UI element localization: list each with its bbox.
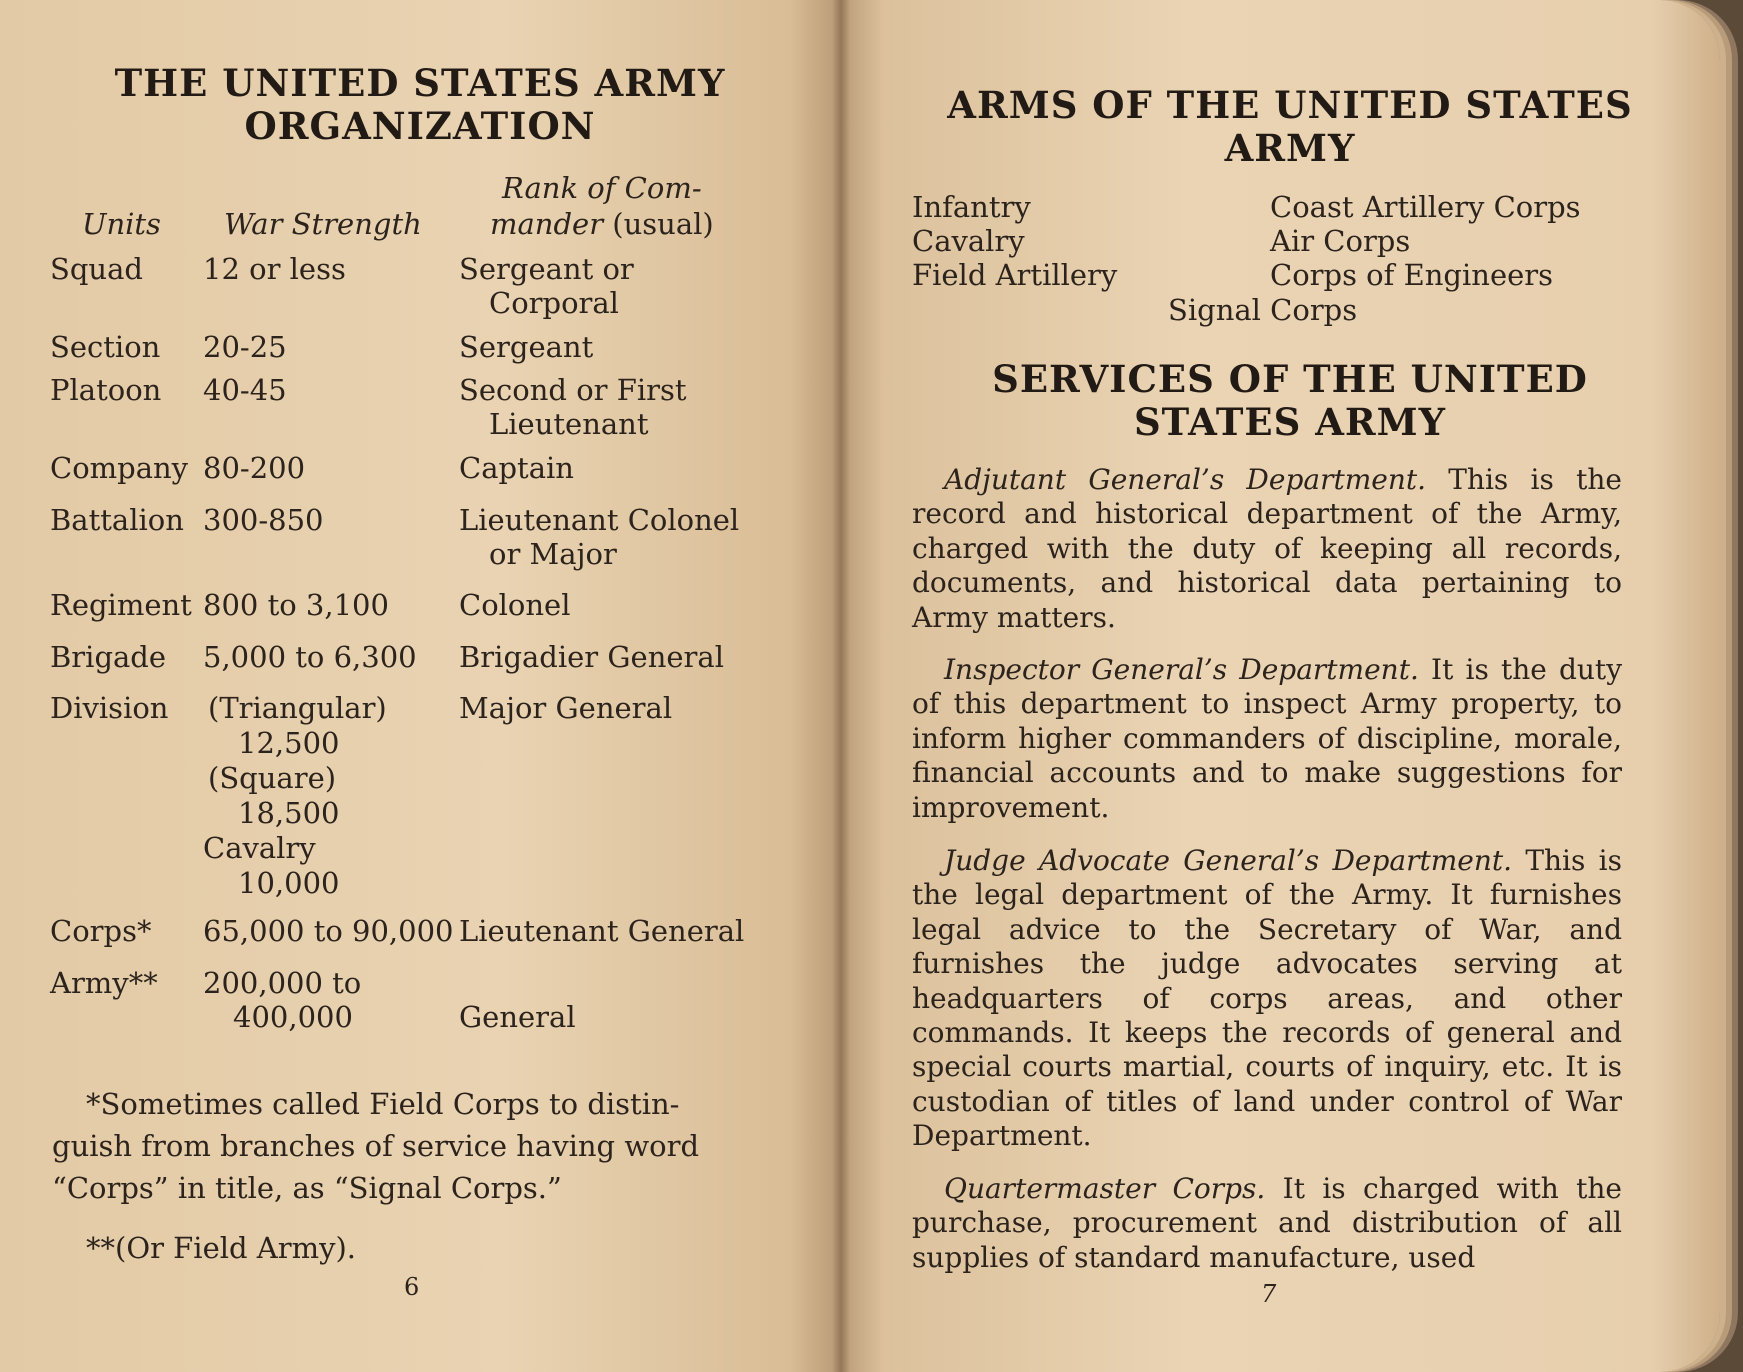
rank-cell: Sergeant	[459, 330, 594, 364]
services-title	[880, 358, 1700, 444]
unit-cell: Platoon	[50, 373, 162, 407]
arms-title	[880, 84, 1700, 170]
rank-cell: General	[459, 1000, 576, 1034]
service-term: Quartermaster Corps.	[944, 1172, 1266, 1205]
book-gutter	[832, 0, 850, 1372]
organization-title-line2: ORGANIZATION	[244, 104, 596, 148]
service-paragraph	[912, 844, 1622, 1154]
unit-cell: Army**	[50, 966, 158, 1000]
arms-item: Signal Corps	[1168, 293, 1358, 327]
rank-cell: Lieutenant	[489, 407, 649, 441]
page-number-left: 6	[404, 1273, 420, 1301]
rank-cell: Sergeant or	[459, 252, 634, 286]
organization-title	[40, 62, 800, 148]
header-units: Units	[82, 207, 161, 241]
strength-cell: 40-45	[203, 373, 287, 407]
strength-cell: 5,000 to 6,300	[203, 640, 417, 674]
rank-cell: Lieutenant Colonel	[459, 503, 740, 537]
service-text: It is the duty of this department to inspect Army property, to inform higher commanders of discipline, morale, financial accounts and to make suggestions for improvement.	[912, 653, 1623, 824]
strength-cell: 12,500	[238, 726, 340, 760]
header-rank-plain: (usual)	[612, 207, 714, 241]
footnote-corps-line1: *Sometimes called Field Corps to distin-	[86, 1087, 680, 1121]
strength-cell: 20-25	[203, 330, 287, 364]
arms-item: Corps of Engineers	[1270, 258, 1554, 292]
strength-cell: 200,000 to	[203, 966, 362, 1000]
organization-title-line1: THE UNITED STATES ARMY	[114, 61, 726, 105]
arms-item: Infantry	[912, 190, 1031, 224]
header-rank-line2	[490, 208, 714, 241]
arms-title-line1: ARMS OF THE UNITED STATES	[947, 83, 1633, 127]
arms-item: Field Artillery	[912, 258, 1118, 292]
header-war-strength: War Strength	[224, 207, 422, 241]
strength-cell: (Triangular)	[208, 691, 387, 725]
service-text: This is the record and historical department of the Army, charged with the duty of keeping all records, documents, and historical data pertaining to Army matters.	[912, 463, 1622, 634]
rank-cell: Second or First	[459, 373, 687, 407]
footnote-army: **(Or Field Army).	[86, 1231, 357, 1265]
rank-cell: or Major	[489, 537, 617, 571]
strength-cell: 12 or less	[203, 252, 346, 286]
services-title-line2: STATES ARMY	[1133, 400, 1447, 444]
service-term: Inspector General’s Department.	[944, 653, 1419, 686]
strength-cell: 18,500	[238, 796, 340, 830]
header-rank-italic: mander	[490, 207, 604, 241]
footnote-corps-line2: guish from branches of service having word	[52, 1129, 700, 1163]
unit-cell: Division	[50, 691, 169, 725]
rank-cell: Major General	[459, 691, 673, 725]
rank-cell: Captain	[459, 451, 574, 485]
unit-cell: Regiment	[50, 588, 192, 622]
strength-cell: 800 to 3,100	[203, 588, 389, 622]
unit-cell: Section	[50, 330, 161, 364]
rank-cell: Brigadier General	[459, 640, 724, 674]
arms-item: Coast Artillery Corps	[1270, 190, 1581, 224]
service-paragraph	[912, 1172, 1622, 1275]
service-paragraph	[912, 653, 1622, 825]
page-number-right: 7	[1261, 1280, 1277, 1308]
service-term: Judge Advocate General’s Department.	[944, 844, 1513, 877]
strength-cell: (Square)	[208, 761, 337, 795]
strength-cell: 80-200	[203, 451, 306, 485]
unit-cell: Corps*	[50, 914, 152, 948]
header-rank-line1: Rank of Com-	[502, 171, 702, 205]
service-text: This is the legal department of the Army. It furnishes legal advice to the Secretary of War, and furnishes the judge advocates serving at headquarters of corps areas, and other commands. It keeps the records of general and special courts martial, courts of inquiry, etc. It is custodian of titles of land under control of War Department.	[912, 844, 1622, 1153]
rank-cell: Corporal	[489, 286, 619, 320]
strength-cell: 10,000	[238, 866, 340, 900]
strength-cell: Cavalry	[203, 831, 316, 865]
unit-cell: Squad	[50, 252, 143, 286]
service-text: It is charged with the purchase, procurement and distribution of all supplies of standard manufacture, used	[912, 1172, 1622, 1274]
services-title-line1: SERVICES OF THE UNITED	[992, 357, 1588, 401]
service-term: Adjutant General’s Department.	[944, 463, 1427, 496]
service-paragraph	[912, 463, 1622, 635]
unit-cell: Company	[50, 451, 189, 485]
unit-cell: Brigade	[50, 640, 167, 674]
arms-item: Cavalry	[912, 224, 1025, 258]
strength-cell: 300-850	[203, 503, 324, 537]
arms-item: Air Corps	[1270, 224, 1411, 258]
arms-title-line2: ARMY	[1224, 126, 1356, 170]
rank-cell: Lieutenant General	[459, 914, 745, 948]
unit-cell: Battalion	[50, 503, 184, 537]
rank-cell: Colonel	[459, 588, 571, 622]
footnote-corps-line3: “Corps” in title, as “Signal Corps.”	[52, 1171, 562, 1205]
strength-cell: 65,000 to 90,000	[203, 914, 454, 948]
strength-cell: 400,000	[233, 1000, 353, 1034]
